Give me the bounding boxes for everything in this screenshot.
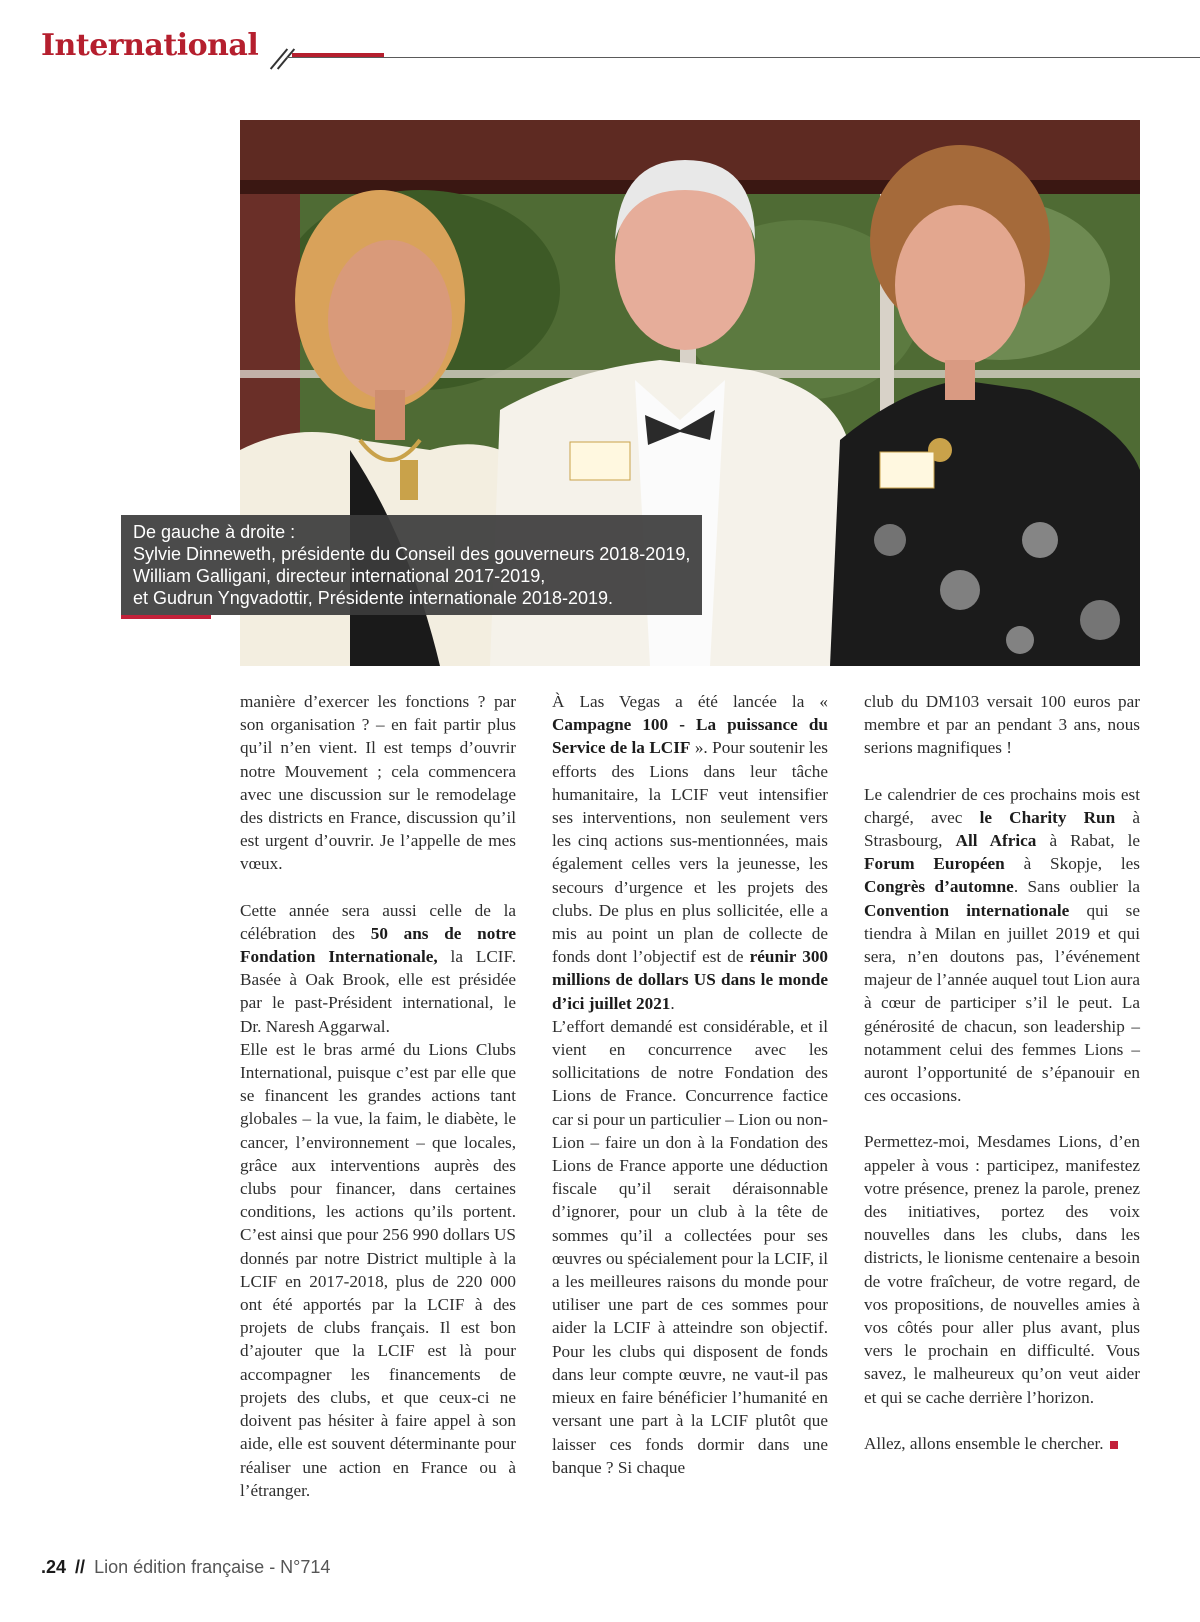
column-3-paragraph-1: club du DM103 versait 100 euros par membre et par an pendant 3 ans, nous serions magnifiques ! [864, 692, 1140, 758]
column-1-paragraph-2 [240, 899, 516, 1038]
end-of-article-square-icon [1110, 1441, 1118, 1449]
text-run: . Sans oublier la [1013, 877, 1140, 897]
column-3-paragraph-2 [864, 783, 1140, 1108]
caption-line-2: Sylvie Dinneweth, présidente du Conseil des gouverneurs 2018-2019, [133, 544, 691, 564]
text-run: Le calendrier de ces prochains mois est chargé, avec [864, 784, 1140, 827]
text-run: Cette année sera aussi celle de la célébration des [240, 900, 516, 943]
caption-accent-bar [121, 615, 211, 619]
bold-run: 50 ans de notre Fondation Internationale, [240, 923, 516, 967]
caption-line-1: De gauche à droite : [133, 522, 296, 542]
bold-run: Campagne 100 - La puissance du Service de la LCIF [552, 715, 828, 758]
closing-line: Allez, allons ensemble le chercher. [864, 1433, 1104, 1453]
bold-run: Convention internationale [864, 900, 1070, 920]
publication-name: Lion édition française - N°714 [94, 1557, 331, 1577]
text-run: qui se tiendra à Milan en juillet 2019 et qui sera, n’en doutons pas, l’événement majeur de l’année auquel tout Lion aura à cœur de participer s’il le peut. La générosité de chacun, son leadership – notamment celui des femmes Lions – auront l’opportunité de s’épanouir en ces occasions. [864, 900, 1140, 1106]
column-1-paragraph-1: manière d’exercer les fonctions ? par son organisation ? – en fait partir plus qu’il n’en vient. Il est temps d’ouvrir notre Mouvement ; cela commencera avec une discussion sur le remodelage des districts en France, discussion qu’il est urgent d’ouvrir. Je l’appelle de mes vœux. [240, 692, 516, 874]
column-2-paragraph-2: L’effort demandé est considérable, et il vient en concurrence avec les sollicitations de notre Fondation des Lions de France. Concurrence factice car si pour un particulier – Lion ou non-Lion – faire un don à la Fondation des Lions de France apporte une déduction fiscale qu’il serait déraisonnable d’ignorer, pour un club à la tête de sommes qu’il a collectées pour ses œuvres ou spécialement pour la LCIF, il a les meilleures raisons du monde pour utiliser une part de ces sommes pour aider la LCIF à atteindre son objectif. Pour les clubs qui disposent de fonds dans leur compte œuvre, ne vaut-il pas mieux en faire bénéficier l’humanité en versant une part à la LCIF plutôt que laisser ces fonds dormir dans une banque ? Si chaque [552, 1016, 828, 1477]
text-run: À Las Vegas a été lancée la « [552, 692, 828, 711]
text-run: à Strasbourg, [864, 807, 1140, 851]
header-rule [286, 57, 1200, 58]
page-footer [41, 1557, 330, 1578]
text-run: . [670, 993, 675, 1013]
article-column-1 [240, 690, 516, 1502]
article-column-2 [552, 690, 828, 1479]
column-2-paragraph-1 [552, 690, 828, 1015]
section-title: International [41, 28, 259, 63]
photo-caption [121, 515, 702, 615]
caption-line-3: William Galligani, directeur international 2017-2019, [133, 566, 546, 586]
text-run: ». Pour soutenir les efforts des Lions dans leur tâche humanitaire, la LCIF veut intensifier ses interventions, non seulement vers les cinq actions sus-mentionnées, mais également celles vers la jeunesse, les secours d’urgence et les projets des clubs. De plus en plus sollicitée, elle a mis au point un plan de collecte de fonds dont l’objectif est de [552, 738, 828, 967]
caption-line-4: et Gudrun Yngvadottir, Présidente internationale 2018-2019. [133, 588, 614, 608]
column-3-paragraph-4 [864, 1432, 1140, 1455]
text-run: à Skopje, les [1004, 854, 1140, 874]
header-accent-bar [292, 53, 384, 57]
bold-run: réunir 300 millions de dollars US dans le monde d’ici juillet 2021 [552, 947, 829, 1013]
footer-separator: // [75, 1557, 86, 1577]
bold-run: le Charity Run [979, 807, 1116, 827]
text-run: la LCIF. Basée à Oak Brook, elle est présidée par le past-Président international, le Dr. Naresh Aggarwal. [240, 947, 516, 1036]
text-run: à Rabat, le [1036, 831, 1140, 851]
article-column-3 [864, 690, 1140, 1455]
page-number: .24 [41, 1557, 67, 1577]
bold-run: All Africa [955, 831, 1037, 851]
bold-run: Congrès d’automne [864, 877, 1014, 897]
column-3-paragraph-3: Permettez-moi, Mesdames Lions, d’en appeler à vous : participez, manifestez votre présence, prenez la parole, prenez des initiatives, portez des voix nouvelles dans les clubs, dans les districts, le lionisme centenaire a besoin de votre fraîcheur, de votre regard, de vos propositions, de nouvelles amies à vos côtés pour aller plus avant, plus vers le prochain en difficulté. Vous savez, le malheureux qu’on veut aider et qui se cache derrière l’horizon. [864, 1132, 1140, 1407]
column-1-paragraph-3: Elle est le bras armé du Lions Clubs International, puisque c’est par elle que se financent les grandes actions tant globales – la vue, la faim, le diabète, le cancer, l’environnement – que locales, grâce aux interventions auprès des clubs pour financer, dans certaines conditions, les actions qu’ils portent. C’est ainsi que pour 256 990 dollars US donnés par notre District multiple à la LCIF en 2017-2018, plus de 220 000 ont été apportés par la LCIF à des projets de clubs français. Il est bon d’ajouter que la LCIF est là pour accompagner les financements de projets des clubs, et que ceux-ci ne doivent pas hésiter à faire appel à son aide, elle est souvent déterminante pour réaliser une action en France ou à l’étranger. [240, 1039, 516, 1500]
bold-run: Forum Européen [864, 854, 1005, 874]
